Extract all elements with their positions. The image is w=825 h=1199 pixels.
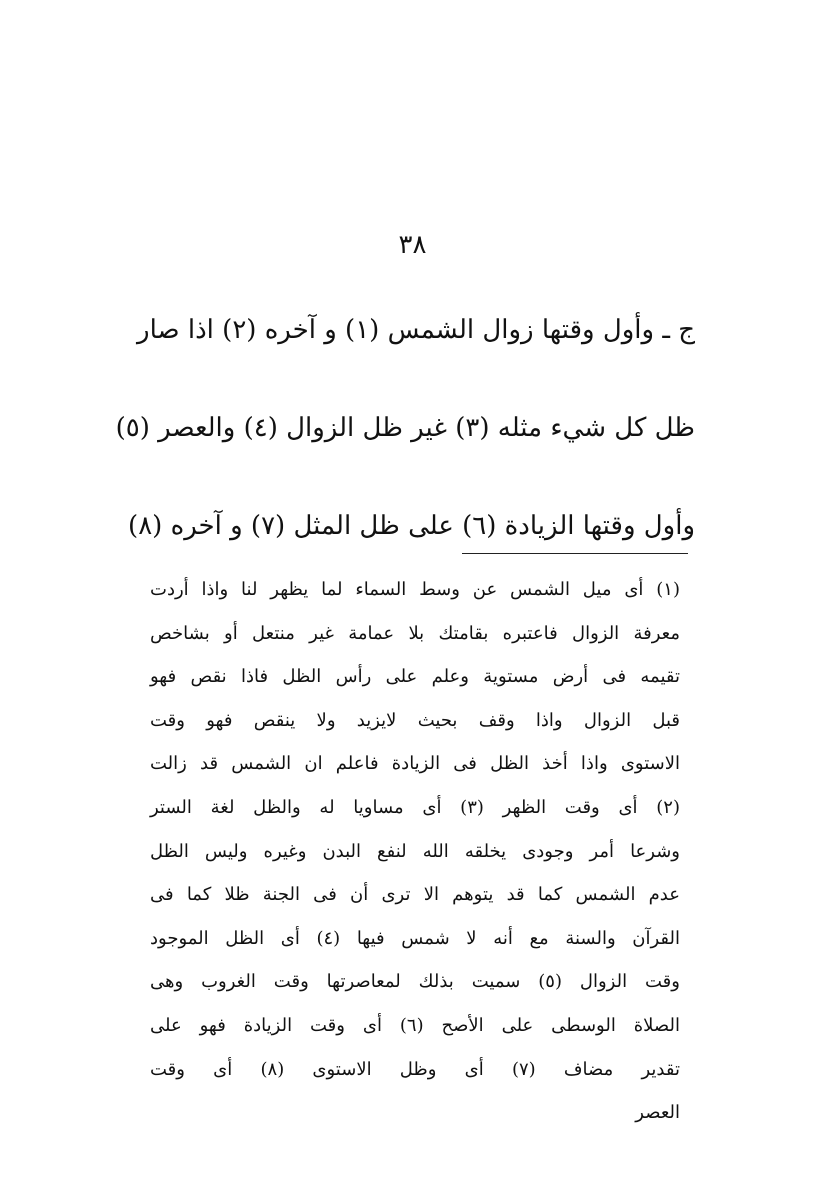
footnote-line: (٢) أى وقت الظهر (٣) أى مساويا له والظل لغة الستر (150, 796, 680, 818)
main-text (115, 288, 695, 582)
main-text-line: ج ـ وأول وقتها زوال الشمس (١) و آخره (٢) اذا صار (137, 315, 695, 345)
footnote-line: قبل الزوال واذا وقف بحيث لايزيد ولا ينقص فهو وقت (150, 709, 680, 731)
page-number: ٣٨ (398, 230, 427, 260)
footnote-line: معرفة الزوال فاعتبره بقامتك بلا عمامة غير منتعل أو بشاخص (150, 622, 680, 644)
footnote-line: الصلاة الوسطى على الأصح (٦) أى وقت الزيادة فهو على (150, 1014, 680, 1036)
main-text-line: وأول وقتها الزيادة (٦) على ظل المثل (٧) و آخره (٨) (128, 511, 695, 541)
footnote-line: العصر (635, 1102, 680, 1124)
footnote-line: وشرعا أمر وجودى يخلقه الله لنفع البدن وغيره وليس الظل (150, 840, 680, 862)
footnote-line: القرآن والسنة مع أنه لا شمس فيها (٤) أى الظل الموجود (150, 927, 680, 949)
footnote-line: تقيمه فى أرض مستوية وعلم على رأس الظل فاذا نقص فهو (150, 666, 680, 688)
footnotes (150, 568, 680, 1135)
footnote-line: تقدير مضاف (٧) أى وظل الاستوى (٨) أى وقت (150, 1058, 680, 1080)
main-text-line: ظل كل شيء مثله (٣) غير ظل الزوال (٤) والعصر (٥) (115, 413, 695, 443)
footnote-line: (١) أى ميل الشمس عن وسط السماء لما يظهر لنا واذا أردت (150, 579, 680, 600)
footnote-line: عدم الشمس كما قد يتوهم الا ترى أن فى الجنة ظلا كما فى (150, 884, 680, 906)
footnote-line: وقت الزوال (٥) سميت بذلك لمعاصرتها وقت الغروب وهى (150, 971, 680, 993)
footnote-line: الاستوى واذا أخذ الظل فى الزيادة فاعلم ان الشمس قد زالت (150, 753, 680, 775)
footnote-separator (462, 553, 688, 554)
